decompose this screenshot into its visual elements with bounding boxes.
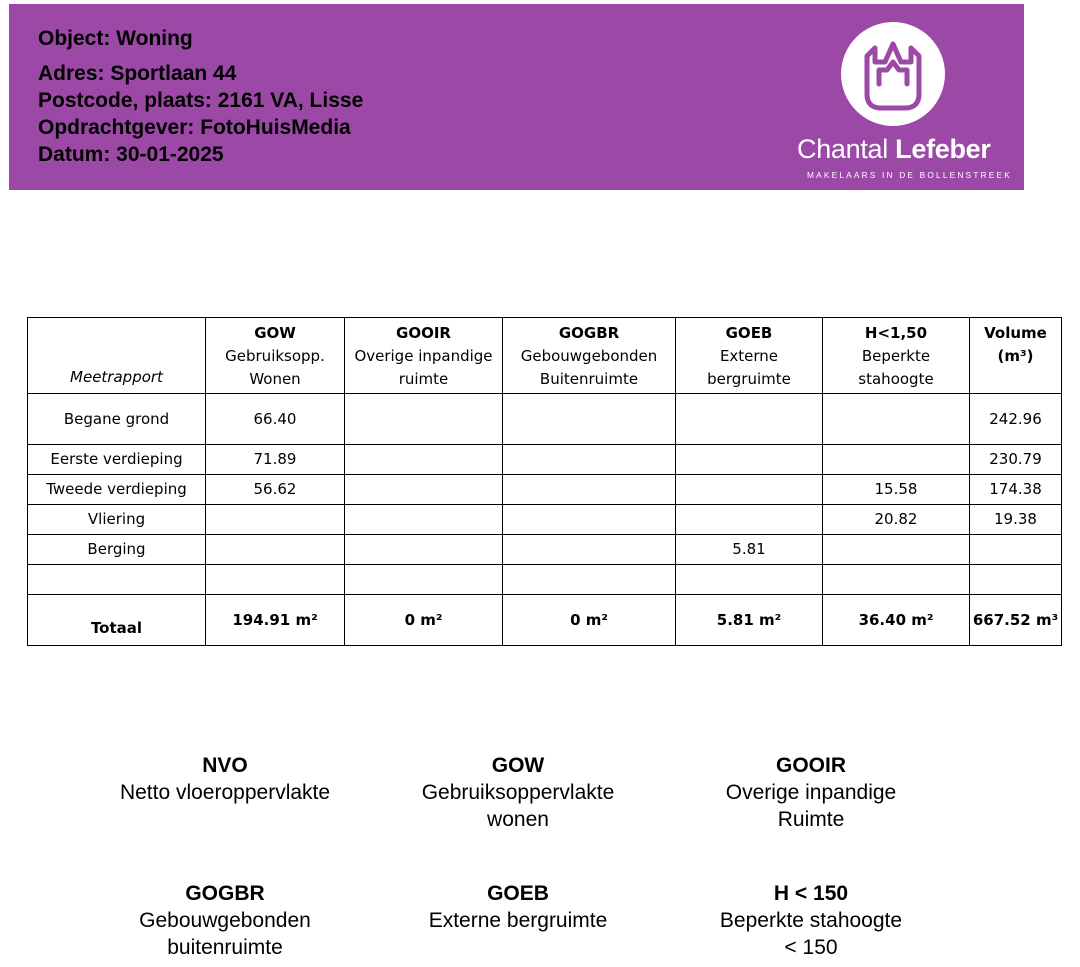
table-cell <box>823 394 970 445</box>
column-header-gogbr: GOGBR Gebouwgebonden Buitenruimte <box>503 318 676 394</box>
report-header <box>9 4 1024 190</box>
table-cell: 56.62 <box>206 475 345 505</box>
table-cell <box>345 394 503 445</box>
table-cell <box>503 505 676 535</box>
table-cell: 71.89 <box>206 445 345 475</box>
brand-tagline: MAKELAARS IN DE BOLLENSTREEK <box>807 170 1012 180</box>
table-cell <box>345 535 503 565</box>
company-logo <box>797 22 1012 182</box>
total-cell: 0 m² <box>503 595 676 646</box>
table-cell <box>823 445 970 475</box>
legend-item-gow: GOW Gebruiksoppervlakte wonen <box>421 754 615 831</box>
table-cell <box>345 565 503 595</box>
table-cell <box>676 565 823 595</box>
column-header-volume: Volume (m³) <box>970 318 1062 394</box>
table-cell: 66.40 <box>206 394 345 445</box>
table-cell <box>823 565 970 595</box>
legend-item-h150: H < 150 Beperkte stahoogte < 150 <box>719 882 903 959</box>
total-cell: 667.52 m³ <box>970 595 1062 646</box>
table-cell <box>345 445 503 475</box>
row-label: Eerste verdieping <box>28 445 206 475</box>
total-cell: 0 m² <box>345 595 503 646</box>
table-cell: 242.96 <box>970 394 1062 445</box>
table-cell <box>676 505 823 535</box>
table-row <box>28 535 1062 565</box>
table-cell <box>970 535 1062 565</box>
total-cell: 36.40 m² <box>823 595 970 646</box>
table-header-row <box>28 318 1062 394</box>
column-header-gooir: GOOIR Overige inpandige ruimte <box>345 318 503 394</box>
date-line: Datum: 30-01-2025 <box>38 143 224 166</box>
total-cell: 194.91 m² <box>206 595 345 646</box>
table-cell <box>503 394 676 445</box>
table-cell <box>676 394 823 445</box>
table-cell: 20.82 <box>823 505 970 535</box>
row-label: Berging <box>28 535 206 565</box>
table-row <box>28 505 1062 535</box>
table-cell <box>345 475 503 505</box>
table-cell <box>676 475 823 505</box>
column-header-h150: H<1,50 Beperkte stahoogte <box>823 318 970 394</box>
table-cell: 174.38 <box>970 475 1062 505</box>
table-cell <box>503 445 676 475</box>
table-cell: 5.81 <box>676 535 823 565</box>
client-line: Opdrachtgever: FotoHuisMedia <box>38 116 351 139</box>
total-label: Totaal <box>28 595 206 646</box>
table-row <box>28 565 1062 595</box>
table-row <box>28 475 1062 505</box>
column-header-gow: GOW Gebruiksopp. Wonen <box>206 318 345 394</box>
row-label <box>28 565 206 595</box>
row-label: Vliering <box>28 505 206 535</box>
row-label: Tweede verdieping <box>28 475 206 505</box>
table-cell <box>503 475 676 505</box>
table-cell <box>503 535 676 565</box>
total-row <box>28 595 1062 646</box>
table-cell <box>503 565 676 595</box>
legend-item-gooir: GOOIR Overige inpandige Ruimte <box>725 754 897 831</box>
table-cell: 15.58 <box>823 475 970 505</box>
column-header-goeb: GOEB Externe bergruimte <box>676 318 823 394</box>
table-row <box>28 394 1062 445</box>
row-label: Begane grond <box>28 394 206 445</box>
legend-item-nvo: NVO Netto vloeroppervlakte <box>119 754 331 804</box>
measurement-table <box>27 317 1062 646</box>
brand-name: Chantal Lefeber <box>797 134 991 164</box>
property-info <box>38 25 363 168</box>
table-cell <box>970 565 1062 595</box>
total-cell: 5.81 m² <box>676 595 823 646</box>
table-cell: 19.38 <box>970 505 1062 535</box>
table-row <box>28 445 1062 475</box>
tulip-house-icon <box>841 22 945 126</box>
table-cell <box>676 445 823 475</box>
meetrapport-label: Meetrapport <box>28 318 206 394</box>
legend-item-gogbr: GOGBR Gebouwgebonden buitenruimte <box>139 882 311 959</box>
address-line: Adres: Sportlaan 44 <box>38 62 237 85</box>
table-cell: 230.79 <box>970 445 1062 475</box>
legend-item-goeb: GOEB Externe bergruimte <box>428 882 608 932</box>
postcode-line: Postcode, plaats: 2161 VA, Lisse <box>38 89 364 112</box>
table-cell <box>206 565 345 595</box>
table-cell <box>345 505 503 535</box>
table-cell <box>206 535 345 565</box>
object-line: Object: Woning <box>38 27 193 50</box>
table-cell <box>206 505 345 535</box>
table-cell <box>823 535 970 565</box>
